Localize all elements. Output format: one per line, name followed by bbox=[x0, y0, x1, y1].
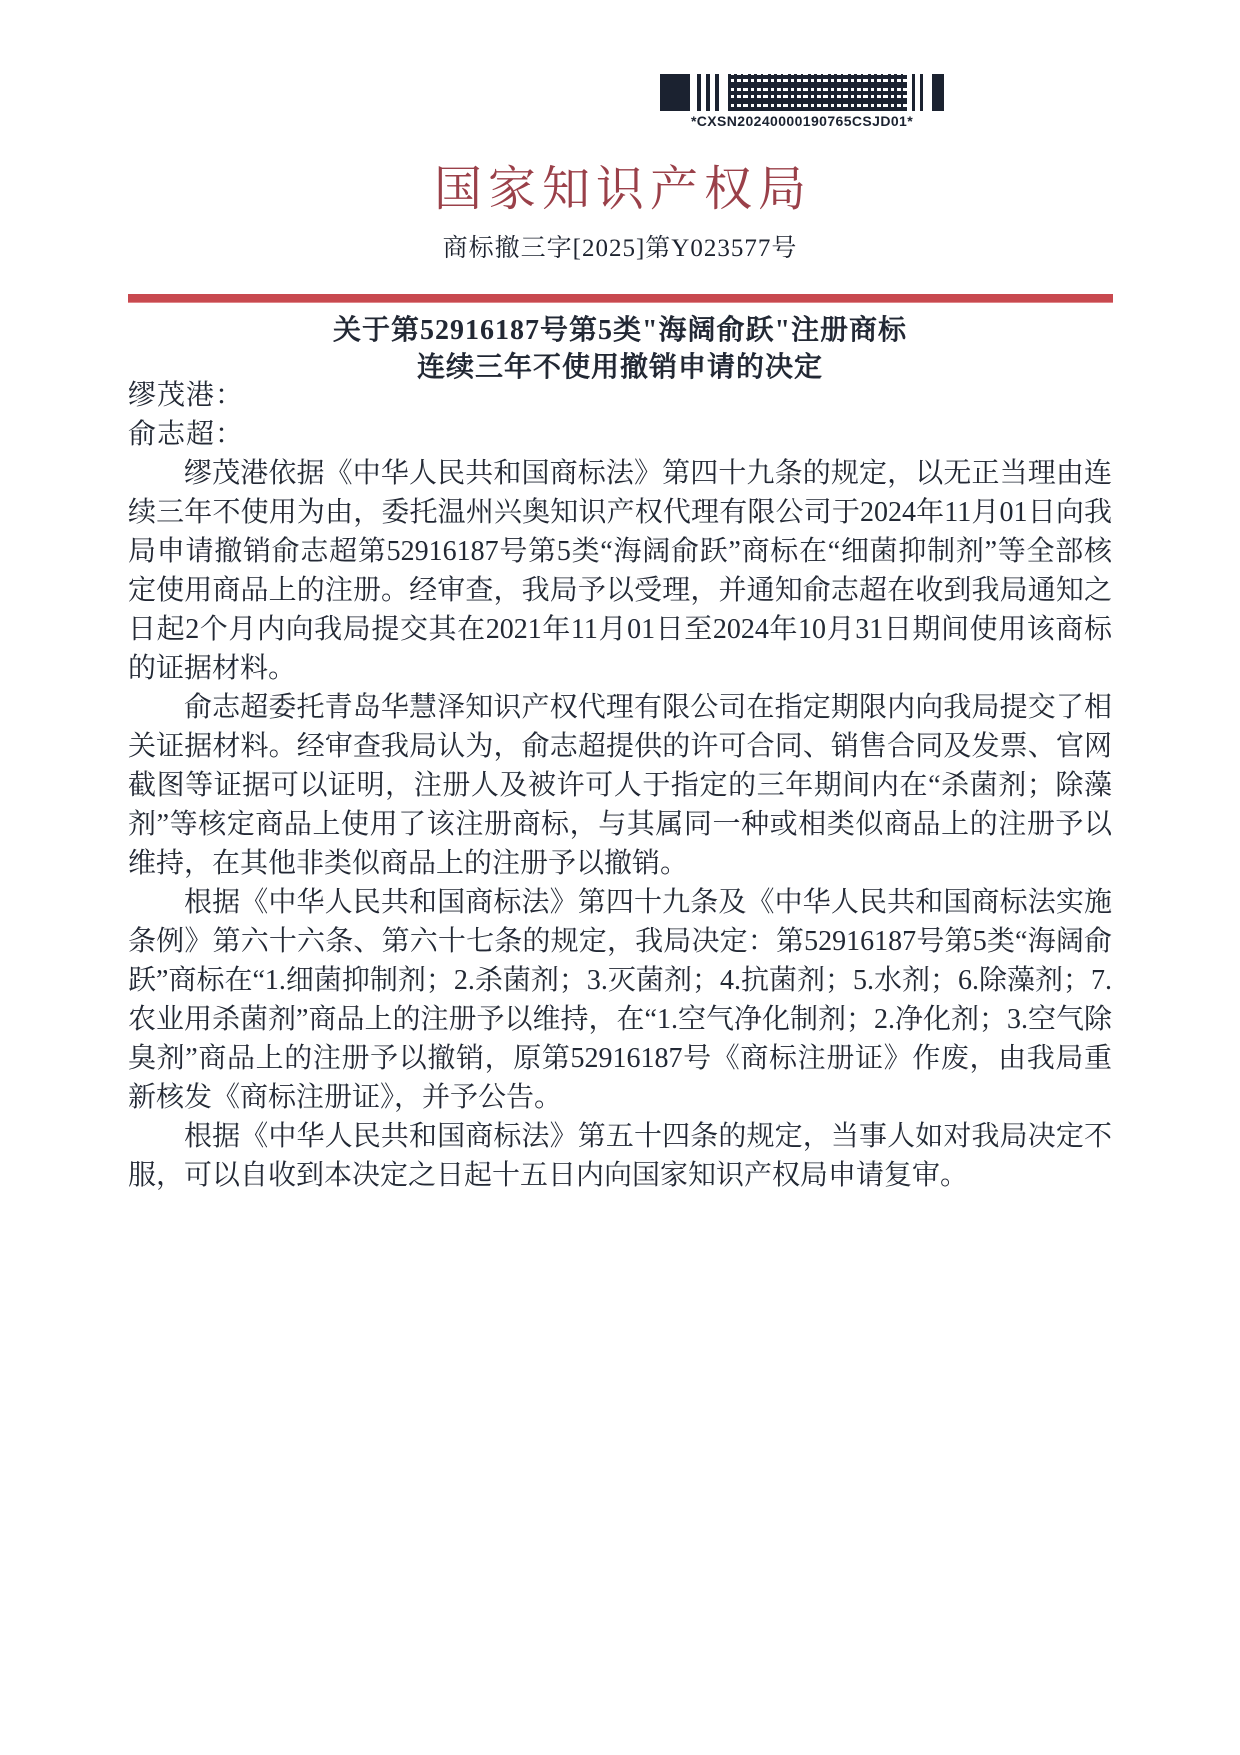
barcode bbox=[660, 74, 944, 129]
recipient-name-2: 俞志超： bbox=[128, 419, 245, 450]
decision-title-line1: 关于第52916187号第5类"海阔俞跃"注册商标 bbox=[332, 315, 908, 346]
barcode-bars bbox=[697, 74, 723, 111]
recipient-name-1: 缪茂港： bbox=[128, 380, 245, 411]
body-paragraph-1: 缪茂港依据《中华人民共和国商标法》第四十九条的规定，以无正当理由连续三年不使用为由，委托温州兴奥知识产权代理有限公司于2024年11月01日向我局申请撤销俞志超第52916187号第5类“海阔俞跃”商标在“细菌抑制剂”等全部核定使用商品上的注册。经审查，我局予以受理，并通知俞志超在收到我局通知之日起2个月内向我局提交其在2021年11月01日至2024年10月31日期间使用该商标的证据材料。 bbox=[128, 458, 1112, 684]
body-paragraph-2: 俞志超委托青岛华慧泽知识产权代理有限公司在指定期限内向我局提交了相关证据材料。经审查我局认为，俞志超提供的许可合同、销售合同及发票、官网截图等证据可以证明，注册人及被许可人于指定的三年期间内在“杀菌剂；除藻剂”等核定商品上使用了该注册商标，与其属同一种或相类似商品上的注册予以维持，在其他非类似商品上的注册予以撤销。 bbox=[128, 692, 1112, 879]
barcode-icon bbox=[660, 74, 944, 111]
letter-body bbox=[128, 376, 1112, 1195]
barcode-bars-end bbox=[912, 74, 928, 111]
barcode-text: *CXSN20240000190765CSJD01* bbox=[690, 113, 914, 129]
agency-name: 国家知识产权局 bbox=[433, 163, 812, 216]
barcode-start-block bbox=[660, 74, 690, 111]
barcode-end-block bbox=[932, 74, 944, 111]
red-divider-line bbox=[128, 294, 1113, 302]
body-paragraph-4: 根据《中华人民共和国商标法》第五十四条的规定，当事人如对我局决定不服，可以自收到本决定之日起十五日内向国家知识产权局申请复审。 bbox=[128, 1121, 1112, 1191]
decision-title bbox=[0, 312, 1240, 386]
document-number: 商标撤三字[2025]第Y023577号 bbox=[442, 235, 798, 262]
decision-title-line2: 连续三年不使用撤销申请的决定 bbox=[416, 352, 823, 383]
barcode-noise bbox=[728, 74, 907, 111]
body-paragraph-3: 根据《中华人民共和国商标法》第四十九条及《中华人民共和国商标法实施条例》第六十六条、第六十七条的规定，我局决定：第52916187号第5类“海阔俞跃”商标在“1.细菌抑制剂；2.杀菌剂；3.灭菌剂；4.抗菌剂；5.水剂；6.除藻剂；7.农业用杀菌剂”商品上的注册予以维持，在“1.空气净化制剂；2.净化剂；3.空气除臭剂”商品上的注册予以撤销，原第52916187号《商标注册证》作废，由我局重新核发《商标注册证》，并予公告。 bbox=[128, 887, 1112, 1113]
